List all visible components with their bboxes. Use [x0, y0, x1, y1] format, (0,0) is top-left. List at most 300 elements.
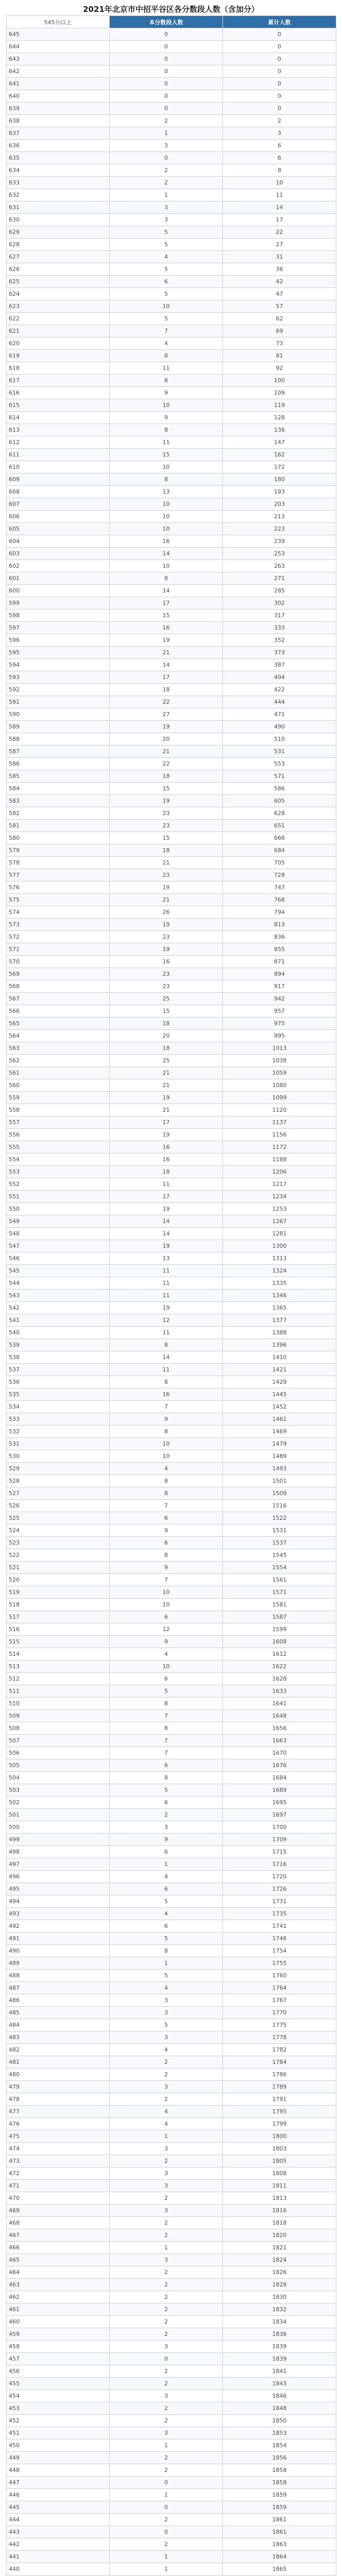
- table-row: [7, 807, 336, 820]
- score-cell: 550: [7, 1203, 110, 1215]
- cumulative-count-cell: 1684: [223, 1772, 336, 1784]
- cumulative-count-cell: 203: [223, 498, 336, 511]
- segment-count-cell: 0: [110, 78, 223, 90]
- table-row: [7, 1438, 336, 1450]
- table-row: [7, 560, 336, 572]
- segment-count-cell: 7: [110, 1500, 223, 1512]
- segment-count-cell: 8: [110, 473, 223, 486]
- cumulative-count-cell: 1778: [223, 2031, 336, 2044]
- table-row: [7, 869, 336, 882]
- table-row: [7, 1302, 336, 1314]
- table-row: [7, 2341, 336, 2353]
- score-cell: 450: [7, 2439, 110, 2452]
- cumulative-count-cell: 1805: [223, 2155, 336, 2167]
- table-row: [7, 2279, 336, 2291]
- table-row: [7, 1599, 336, 1611]
- cumulative-count-cell: 1848: [223, 2402, 336, 2415]
- cumulative-count-cell: 253: [223, 548, 336, 560]
- score-cell: 515: [7, 1636, 110, 1648]
- segment-count-cell: 8: [110, 1772, 223, 1784]
- table-row: [7, 1067, 336, 1079]
- score-cell: 624: [7, 288, 110, 300]
- score-cell: 537: [7, 1364, 110, 1376]
- table-row: [7, 1450, 336, 1463]
- score-cell: 538: [7, 1351, 110, 1364]
- segment-count-cell: 11: [110, 1290, 223, 1302]
- cumulative-count-cell: 271: [223, 572, 336, 585]
- cumulative-count-cell: 1826: [223, 2266, 336, 2279]
- segment-count-cell: 2: [110, 2056, 223, 2069]
- table-row: [7, 325, 336, 337]
- segment-count-cell: 2: [110, 2093, 223, 2106]
- cumulative-count-cell: 1599: [223, 1623, 336, 1636]
- cumulative-count-cell: 1313: [223, 1252, 336, 1265]
- table-row: [7, 2526, 336, 2538]
- table-row: [7, 498, 336, 511]
- score-cell: 588: [7, 733, 110, 745]
- cumulative-count-cell: 1452: [223, 1401, 336, 1413]
- score-cell: 469: [7, 2205, 110, 2217]
- cumulative-count-cell: 1429: [223, 1376, 336, 1388]
- cumulative-count-cell: 1469: [223, 1426, 336, 1438]
- table-row: [7, 201, 336, 214]
- table-row: [7, 795, 336, 807]
- cumulative-count-cell: 1741: [223, 1920, 336, 1933]
- score-cell: 512: [7, 1673, 110, 1685]
- segment-count-cell: 26: [110, 906, 223, 919]
- cumulative-count-cell: 1377: [223, 1314, 336, 1327]
- segment-count-cell: 14: [110, 1228, 223, 1240]
- segment-count-cell: 2: [110, 164, 223, 177]
- score-cell: 607: [7, 498, 110, 511]
- segment-count-cell: 10: [110, 560, 223, 572]
- table-row: [7, 783, 336, 795]
- cumulative-count-cell: 223: [223, 523, 336, 535]
- segment-count-cell: 2: [110, 1809, 223, 1821]
- cumulative-count-cell: 490: [223, 721, 336, 733]
- segment-count-cell: 19: [110, 634, 223, 647]
- table-row: [7, 548, 336, 560]
- cumulative-count-cell: 92: [223, 362, 336, 375]
- segment-count-cell: 1: [110, 189, 223, 201]
- score-cell: 448: [7, 2464, 110, 2477]
- score-cell: 477: [7, 2106, 110, 2118]
- score-cell: 598: [7, 609, 110, 622]
- cumulative-count-cell: 1695: [223, 1797, 336, 1809]
- table-row: [7, 1018, 336, 1030]
- segment-count-cell: 0: [110, 2477, 223, 2489]
- cumulative-count-cell: 1612: [223, 1648, 336, 1660]
- score-cell: 564: [7, 1030, 110, 1042]
- score-cell: 471: [7, 2180, 110, 2192]
- score-cell: 509: [7, 1710, 110, 1722]
- score-cell: 561: [7, 1067, 110, 1079]
- cumulative-count-cell: 1746: [223, 1933, 336, 1945]
- cumulative-count-cell: 1410: [223, 1351, 336, 1364]
- segment-count-cell: 0: [110, 90, 223, 103]
- cumulative-count-cell: 1697: [223, 1809, 336, 1821]
- table-row: [7, 1401, 336, 1413]
- segment-count-cell: 23: [110, 980, 223, 993]
- score-cell: 534: [7, 1401, 110, 1413]
- table-row: [7, 387, 336, 399]
- score-cell: 551: [7, 1191, 110, 1203]
- score-cell: 585: [7, 770, 110, 783]
- cumulative-count-cell: 172: [223, 461, 336, 473]
- table-row: [7, 1426, 336, 1438]
- segment-count-cell: 25: [110, 993, 223, 1005]
- cumulative-count-cell: 1863: [223, 2538, 336, 2551]
- segment-count-cell: 0: [110, 53, 223, 65]
- score-cell: 527: [7, 1487, 110, 1500]
- table-row: [7, 473, 336, 486]
- table-row: [7, 362, 336, 375]
- cumulative-count-cell: 6: [223, 140, 336, 152]
- segment-count-cell: 10: [110, 1599, 223, 1611]
- score-cell: 549: [7, 1215, 110, 1228]
- score-cell: 614: [7, 412, 110, 424]
- cumulative-count-cell: 1522: [223, 1512, 336, 1524]
- cumulative-count-cell: 1832: [223, 2303, 336, 2316]
- table-row: [7, 103, 336, 115]
- segment-count-cell: 15: [110, 1005, 223, 1018]
- table-row: [7, 1772, 336, 1784]
- segment-count-cell: 8: [110, 572, 223, 585]
- cumulative-count-cell: 1531: [223, 1524, 336, 1537]
- score-cell: 445: [7, 2501, 110, 2514]
- score-cell: 520: [7, 1574, 110, 1586]
- table-row: [7, 1994, 336, 2007]
- cumulative-count-cell: 605: [223, 795, 336, 807]
- table-row: [7, 1797, 336, 1809]
- segment-count-cell: 5: [110, 1784, 223, 1797]
- score-cell: 528: [7, 1475, 110, 1487]
- segment-count-cell: 9: [110, 387, 223, 399]
- segment-count-cell: 1: [110, 127, 223, 140]
- cumulative-count-cell: 1843: [223, 2378, 336, 2390]
- table-row: [7, 1104, 336, 1116]
- segment-count-cell: 23: [110, 968, 223, 980]
- score-cell: 562: [7, 1055, 110, 1067]
- segment-count-cell: 15: [110, 832, 223, 844]
- score-cell: 541: [7, 1314, 110, 1327]
- table-row: [7, 276, 336, 288]
- cumulative-count-cell: 1479: [223, 1438, 336, 1450]
- cumulative-count-cell: 100: [223, 375, 336, 387]
- score-cell: 599: [7, 597, 110, 609]
- cumulative-count-cell: 62: [223, 313, 336, 325]
- segment-count-cell: 3: [110, 2007, 223, 2019]
- score-cell: 514: [7, 1648, 110, 1660]
- table-row: [7, 1957, 336, 1970]
- segment-count-cell: 6: [110, 1920, 223, 1933]
- cumulative-count-cell: 1789: [223, 2081, 336, 2093]
- segment-count-cell: 4: [110, 2044, 223, 2056]
- cumulative-count-cell: 1365: [223, 1302, 336, 1314]
- segment-count-cell: 4: [110, 1871, 223, 1883]
- table-row: [7, 436, 336, 449]
- cumulative-count-cell: 1735: [223, 1908, 336, 1920]
- segment-count-cell: 8: [110, 1426, 223, 1438]
- cumulative-count-cell: 728: [223, 869, 336, 882]
- score-cell: 636: [7, 140, 110, 152]
- segment-count-cell: 16: [110, 622, 223, 634]
- cumulative-count-cell: 571: [223, 770, 336, 783]
- segment-count-cell: 3: [110, 2205, 223, 2217]
- score-cell: 446: [7, 2489, 110, 2501]
- table-row: [7, 1129, 336, 1141]
- table-row: [7, 263, 336, 276]
- table-row: [7, 41, 336, 53]
- segment-count-cell: 19: [110, 882, 223, 894]
- cumulative-count-cell: 1120: [223, 1104, 336, 1116]
- score-cell: 524: [7, 1524, 110, 1537]
- score-cell: 496: [7, 1871, 110, 1883]
- score-cell: 542: [7, 1302, 110, 1314]
- segment-count-cell: 2: [110, 2464, 223, 2477]
- cumulative-count-cell: 373: [223, 647, 336, 659]
- segment-count-cell: 2: [110, 2514, 223, 2526]
- score-cell: 495: [7, 1883, 110, 1895]
- segment-count-cell: 2: [110, 2365, 223, 2378]
- segment-count-cell: 10: [110, 523, 223, 535]
- segment-count-cell: 6: [110, 1537, 223, 1549]
- segment-count-cell: 19: [110, 721, 223, 733]
- table-row: [7, 2477, 336, 2489]
- segment-count-cell: 2: [110, 2291, 223, 2303]
- table-row: [7, 127, 336, 140]
- cumulative-count-cell: 422: [223, 684, 336, 696]
- score-cell: 494: [7, 1895, 110, 1908]
- score-cell: 483: [7, 2031, 110, 2044]
- score-cell: 473: [7, 2155, 110, 2167]
- table-row: [7, 1685, 336, 1698]
- table-row: [7, 1290, 336, 1302]
- table-row: [7, 1388, 336, 1401]
- table-row: [7, 2093, 336, 2106]
- table-row: [7, 164, 336, 177]
- cumulative-count-cell: 119: [223, 399, 336, 412]
- score-cell: 452: [7, 2415, 110, 2427]
- table-row: [7, 2180, 336, 2192]
- table-row: [7, 1883, 336, 1895]
- table-row: [7, 1215, 336, 1228]
- cumulative-count-cell: 1628: [223, 1673, 336, 1685]
- table-row: [7, 1191, 336, 1203]
- score-cell: 616: [7, 387, 110, 399]
- score-cell: 475: [7, 2130, 110, 2143]
- score-cell: 507: [7, 1735, 110, 1747]
- table-row: [7, 2538, 336, 2551]
- cumulative-count-cell: 1324: [223, 1265, 336, 1277]
- segment-count-cell: 2: [110, 177, 223, 189]
- cumulative-count-cell: 684: [223, 844, 336, 857]
- score-cell: 526: [7, 1500, 110, 1512]
- table-row: [7, 1648, 336, 1660]
- segment-count-cell: 22: [110, 696, 223, 708]
- table-row: [7, 1413, 336, 1426]
- score-cell: 601: [7, 572, 110, 585]
- score-cell: 523: [7, 1537, 110, 1549]
- table-row: [7, 2328, 336, 2341]
- score-cell: 440: [7, 2563, 110, 2575]
- table-row: [7, 956, 336, 968]
- table-row: [7, 906, 336, 919]
- table-row: [7, 696, 336, 708]
- cumulative-count-cell: 109: [223, 387, 336, 399]
- segment-count-cell: 14: [110, 548, 223, 560]
- table-row: [7, 733, 336, 745]
- cumulative-count-cell: 531: [223, 745, 336, 758]
- score-cell: 488: [7, 1970, 110, 1982]
- score-cell: 498: [7, 1846, 110, 1858]
- score-cell: 532: [7, 1426, 110, 1438]
- score-cell: 525: [7, 1512, 110, 1524]
- table-row: [7, 1858, 336, 1871]
- cumulative-count-cell: 1080: [223, 1079, 336, 1092]
- table-row: [7, 1228, 336, 1240]
- score-cell: 539: [7, 1339, 110, 1351]
- cumulative-count-cell: 1715: [223, 1846, 336, 1858]
- cumulative-count-cell: 0: [223, 28, 336, 41]
- segment-count-cell: 16: [110, 535, 223, 548]
- cumulative-count-cell: 1720: [223, 1871, 336, 1883]
- segment-count-cell: 9: [110, 1413, 223, 1426]
- table-row: [7, 684, 336, 696]
- cumulative-count-cell: 1818: [223, 2217, 336, 2229]
- score-cell: 584: [7, 783, 110, 795]
- cumulative-count-cell: 975: [223, 1018, 336, 1030]
- score-cell: 456: [7, 2365, 110, 2378]
- table-row: [7, 993, 336, 1005]
- segment-count-cell: 25: [110, 1055, 223, 1067]
- cumulative-count-cell: 1795: [223, 2106, 336, 2118]
- cumulative-count-cell: 705: [223, 857, 336, 869]
- segment-count-cell: 6: [110, 1759, 223, 1772]
- score-cell: 500: [7, 1821, 110, 1834]
- score-cell: 482: [7, 2044, 110, 2056]
- table-row: [7, 2118, 336, 2130]
- segment-count-cell: 4: [110, 337, 223, 350]
- cumulative-count-cell: 1281: [223, 1228, 336, 1240]
- cumulative-count-cell: 1861: [223, 2514, 336, 2526]
- table-row: [7, 597, 336, 609]
- score-cell: 554: [7, 1154, 110, 1166]
- segment-count-cell: 4: [110, 1463, 223, 1475]
- score-cell: 454: [7, 2390, 110, 2402]
- table-row: [7, 770, 336, 783]
- cumulative-count-cell: 1767: [223, 1994, 336, 2007]
- score-cell: 644: [7, 41, 110, 53]
- cumulative-count-cell: 1808: [223, 2167, 336, 2180]
- score-cell: 476: [7, 2118, 110, 2130]
- table-row: [7, 1784, 336, 1797]
- score-cell: 629: [7, 226, 110, 239]
- header-score: 545分以上: [7, 16, 110, 28]
- table-row: [7, 572, 336, 585]
- table-row: [7, 78, 336, 90]
- cumulative-count-cell: 1755: [223, 1957, 336, 1970]
- table-row: [7, 1512, 336, 1524]
- cumulative-count-cell: 22: [223, 226, 336, 239]
- score-cell: 574: [7, 906, 110, 919]
- score-cell: 623: [7, 300, 110, 313]
- score-cell: 447: [7, 2477, 110, 2489]
- table-row: [7, 337, 336, 350]
- segment-count-cell: 2: [110, 2378, 223, 2390]
- cumulative-count-cell: 1791: [223, 2093, 336, 2106]
- cumulative-count-cell: 768: [223, 894, 336, 906]
- table-row: [7, 2551, 336, 2563]
- score-cell: 556: [7, 1129, 110, 1141]
- table-row: [7, 1908, 336, 1920]
- table-row: [7, 399, 336, 412]
- score-cell: 611: [7, 449, 110, 461]
- cumulative-count-cell: 1854: [223, 2439, 336, 2452]
- segment-count-cell: 3: [110, 2167, 223, 2180]
- score-cell: 443: [7, 2526, 110, 2538]
- table-row: [7, 1240, 336, 1252]
- score-cell: 578: [7, 857, 110, 869]
- segment-count-cell: 2: [110, 115, 223, 127]
- score-cell: 505: [7, 1759, 110, 1772]
- cumulative-count-cell: 586: [223, 783, 336, 795]
- score-cell: 468: [7, 2217, 110, 2229]
- cumulative-count-cell: 69: [223, 325, 336, 337]
- table-row: [7, 1562, 336, 1574]
- score-cell: 465: [7, 2254, 110, 2266]
- segment-count-cell: 10: [110, 1438, 223, 1450]
- table-row: [7, 1030, 336, 1042]
- cumulative-count-cell: 2: [223, 115, 336, 127]
- cumulative-count-cell: 957: [223, 1005, 336, 1018]
- cumulative-count-cell: 1859: [223, 2489, 336, 2501]
- segment-count-cell: 4: [110, 1648, 223, 1660]
- score-cell: 442: [7, 2538, 110, 2551]
- segment-count-cell: 7: [110, 325, 223, 337]
- segment-count-cell: 9: [110, 1562, 223, 1574]
- table-row: [7, 1351, 336, 1364]
- segment-count-cell: 4: [110, 251, 223, 263]
- score-cell: 486: [7, 1994, 110, 2007]
- score-cell: 640: [7, 90, 110, 103]
- segment-count-cell: 9: [110, 1834, 223, 1846]
- score-cell: 548: [7, 1228, 110, 1240]
- score-cell: 467: [7, 2229, 110, 2242]
- table-row: [7, 758, 336, 770]
- cumulative-count-cell: 553: [223, 758, 336, 770]
- cumulative-count-cell: 1561: [223, 1574, 336, 1586]
- table-row: [7, 1846, 336, 1858]
- segment-count-cell: 2: [110, 2229, 223, 2242]
- segment-count-cell: 12: [110, 1314, 223, 1327]
- table-row: [7, 609, 336, 622]
- segment-count-cell: 5: [110, 1685, 223, 1698]
- table-row: [7, 1500, 336, 1512]
- score-cell: 441: [7, 2551, 110, 2563]
- score-cell: 455: [7, 2378, 110, 2390]
- score-cell: 575: [7, 894, 110, 906]
- score-distribution-table: [6, 15, 336, 2576]
- table-row: [7, 2130, 336, 2143]
- table-row: [7, 350, 336, 362]
- cumulative-count-cell: 1770: [223, 2007, 336, 2019]
- table-row: [7, 1834, 336, 1846]
- cumulative-count-cell: 1731: [223, 1895, 336, 1908]
- cumulative-count-cell: 1865: [223, 2563, 336, 2575]
- segment-count-cell: 8: [110, 1376, 223, 1388]
- table-row: [7, 1821, 336, 1834]
